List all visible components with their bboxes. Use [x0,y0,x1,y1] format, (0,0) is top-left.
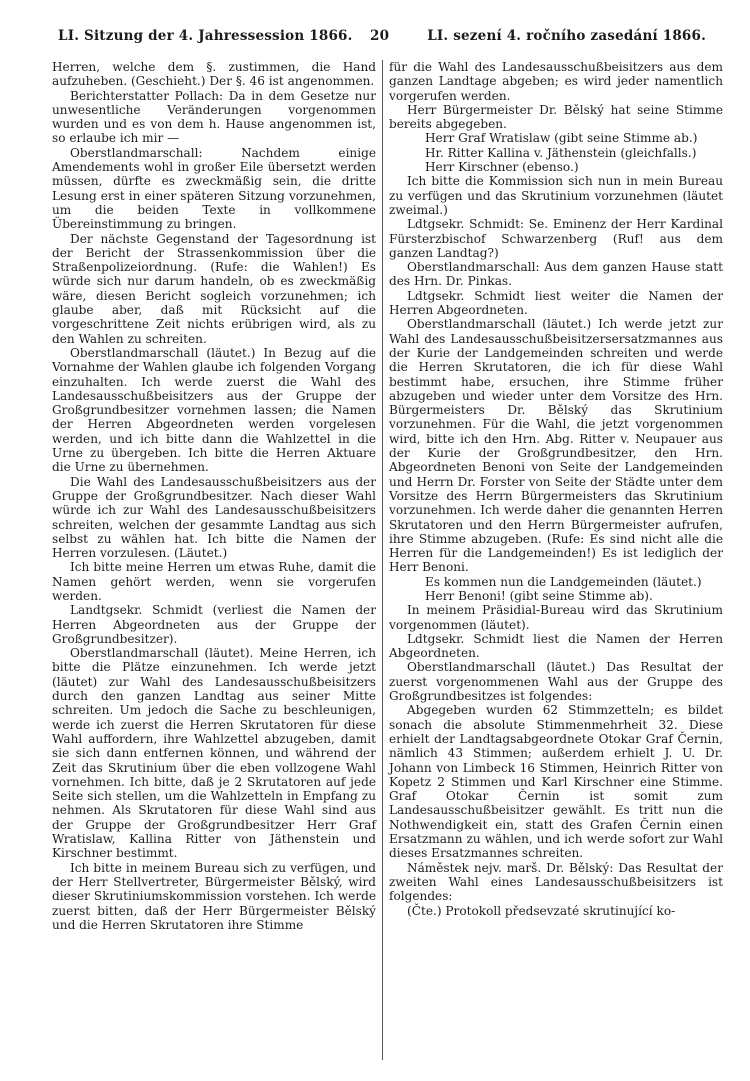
paragraph: Oberstlandmarschall (läutet.) Das Resultat der zuerst vorgenommenen Wahl aus der Gruppe des Großgrundbesitzes ist folgendes: [389,660,723,704]
page-header [58,28,706,48]
paragraph: Oberstlandmarschall (läutet.) Ich werde jetzt zur Wahl des Landesausschußbeisitzersersatzmannes aus der Kurie der Landgemeinden schreiten und werde die Herren Skrutatoren, die ich für diese Wahl bestimmt habe, ersuchen, ihre Stimme früher abzugeben und wieder unter dem Vorsitze des Hrn. Bürgermeisters Dr. Bělský das Skrutinium vorzunehmen. Für die Wahl, die jetzt vorgenommen wird, bitte ich den Hrn. Abg. Ritter v. Neupauer aus der Kurie der Großgrundbesitzer, den Hrn. Abgeordneten Benoni von Seite der Landgemeinden und Herrn Dr. Forster von Seite der Städte unter dem Vorsitze des Herrn Bürgermeisters das Skrutinium vorzunehmen. Ich werde daher die genannten Herren Skrutatoren und den Herrn Bürgermeister aufrufen, ihre Stimme abzugeben. (Rufe: Es sind nicht alle die Herren für die Landgemeinden!) Es ist lediglich der Herr Benoni. [389,317,723,575]
paragraph: Hr. Ritter Kallina v. Jäthenstein (gleichfalls.) [425,145,697,160]
header-left-title: LI. Sitzung der 4. Jahressession 1866. [58,28,353,44]
paragraph: Landtgsekr. Schmidt (verliest die Namen der Herren Abgeordneten aus der Gruppe der Großgrundbesitzer). [52,603,376,646]
paragraph: Oberstlandmarschall (läutet). Meine Herren, ich bitte die Plätze einzunehmen. Ich werde jetzt (läutet) zur Wahl des Landesausschußbeisitzers durch den ganzen Landtag aus seiner Mitte schreiten. Um jedoch die Sache zu beschleunigen, werde ich zuerst die Herren Skrutatoren für diese Wahl auffordern, ihre Wahlzettel abzugeben, damit sie sich dann entfernen können, und während der Zeit das Skrutinium über die eben vollzogene Wahl vornehmen. Ich bitte, daß je 2 Skrutatoren auf jede Seite sich stellen, um die Wahlzetteln in Empfang zu nehmen. Als Skrutatoren für diese Wahl sind aus der Gruppe der Großgrundbesitzer Herr Graf Wratislaw, Kallina Ritter von Jäthenstein und Kirschner bestimmt. [52,646,376,861]
paragraph: Oberstlandmarschall (läutet.) In Bezug auf die Vornahme der Wahlen glaube ich folgenden Vorgang einzuhalten. Ich werde zuerst die Wahl des Landesausschußbeisitzers aus der Gruppe der Großgrundbesitzer vornehmen lassen; die Namen der Herren Abgeordneten werden vorgelesen werden, und ich bitte dann die Wahlzettel in die Urne zu übergeben. Ich bitte die Herren Aktuare die Urne zu übernehmen. [52,345,376,475]
column-divider [382,60,383,1060]
header-right-title: LI. sezení 4. ročního zasedání 1866. [427,28,706,44]
paragraph: für die Wahl des Landesausschußbeisitzers aus dem ganzen Landtage abgeben; es wird jeder namentlich vorgerufen werden. [389,60,723,103]
paragraph: Abgegeben wurden 62 Stimmzetteln; es bildet sonach die absolute Stimmenmehrheit 32. Diese erhielt der Landtagsabgeordnete Otokar Graf Černin, nämlich 43 Stimmen; außerdem erhielt J. U. Dr. Johann von Limbeck 16 Stimmen, Heinrich Ritter von Kopetz 2 Stimmen und Karl Kirschner eine Stimme. Graf Otokar Černin ist somit zum Landesausschußbeisitzer gewählt. Es tritt nun die Nothwendigkeit ein, statt des Grafen Černin einen Ersatzmann zu wählen, und ich werde sofort zur Wahl dieses Ersatzmannes schreiten. [389,703,723,861]
paragraph: Oberstlandmarschall: Aus dem ganzen Hause statt des Hrn. Dr. Pinkas. [389,260,723,289]
paragraph: Herr Kirschner (ebenso.) [425,160,579,175]
paragraph: (Čte.) Protokoll předsevzaté skrutinující ko- [407,903,676,918]
paragraph: Ich bitte die Kommission sich nun in mein Bureau zu verfügen und das Skrutinium vorzunehmen (läutet zweimal.) [389,174,723,217]
paragraph: Ldtgsekr. Schmidt liest die Namen der Herren Abgeordneten. [389,631,723,661]
paragraph: Der nächste Gegenstand der Tagesordnung ist der Bericht der Strassenkommission über die Straßenpolizeiordnung. (Rufe: die Wahlen!) Es würde sich nur darum handeln, ob es zweckmäßig wäre, diesen Bericht sogleich vorzunehmen; ich glaube aber, daß mit Rücksicht auf die vorgeschrittene Zeit nichts erübrigen wird, als zu den Wahlen zu schreiten. [52,231,376,346]
paragraph: Náměstek nejv. marš. Dr. Bělský: Das Resultat der zweiten Wahl eines Landesausschußbeisitzers ist folgendes: [389,860,723,904]
paragraph: Die Wahl des Landesausschußbeisitzers aus der Gruppe der Großgrundbesitzer. Nach dieser Wahl würde ich zur Wahl des Landesausschußbeisitzers schreiten, welchen der gesammte Landtag aus sich selbst zu wählen hat. Ich bitte die Namen der Herren vorzulesen. (Läutet.) [52,474,376,561]
paragraph: Oberstlandmarschall: Nachdem einige Amendements wohl in großer Eile übersetzt werden müssen, dürfte es zweckmäßig sein, die dritte Lesung erst in einer späteren Sitzung vorzunehmen, um die beiden Texte in vollkommene Übereinstimmung zu bringen. [52,145,376,232]
paragraph: Herr Benoni! (gibt seine Stimme ab). [425,588,653,603]
paragraph: Herr Graf Wratislaw (gibt seine Stimme ab.) [425,131,698,146]
paragraph: Herr Bürgermeister Dr. Bělský hat seine Stimme bereits abgegeben. [389,102,723,132]
paragraph: Berichterstatter Pollach: Da in dem Gesetze nur unwesentliche Veränderungen vorgenommen wurden und es von dem h. Hause angenommen ist, so erlaube ich mir — [52,88,376,146]
paragraph: In meinem Präsidial-Bureau wird das Skrutinium vorgenommen (läutet). [389,603,723,632]
page-number: 20 [370,28,390,44]
paragraph: Herren, welche dem §. zustimmen, die Hand aufzuheben. (Geschieht.) Der §. 46 ist angenommen. [52,60,376,89]
right-column [389,60,723,918]
left-column [52,60,376,932]
paragraph: Ich bitte meine Herren um etwas Ruhe, damit die Namen gehört werden, wenn sie vorgerufen werden. [52,560,376,603]
paragraph: Es kommen nun die Landgemeinden (läutet.) [425,574,702,589]
paragraph: Ldtgsekr. Schmidt: Se. Eminenz der Herr Kardinal Fürsterzbischof Schwarzenberg (Ruf! aus dem ganzen Landtag?) [389,217,723,260]
paragraph: Ldtgsekr. Schmidt liest weiter die Namen der Herren Abgeordneten. [389,288,723,318]
paragraph: Ich bitte in meinem Bureau sich zu verfügen, und der Herr Stellvertreter, Bürgermeister Bělský, wird dieser Skrutiniumskommission vorstehen. Ich werde zuerst bitten, daß der Herr Bürgermeister Bělský und die Herren Skrutatoren ihre Stimme [52,860,376,932]
